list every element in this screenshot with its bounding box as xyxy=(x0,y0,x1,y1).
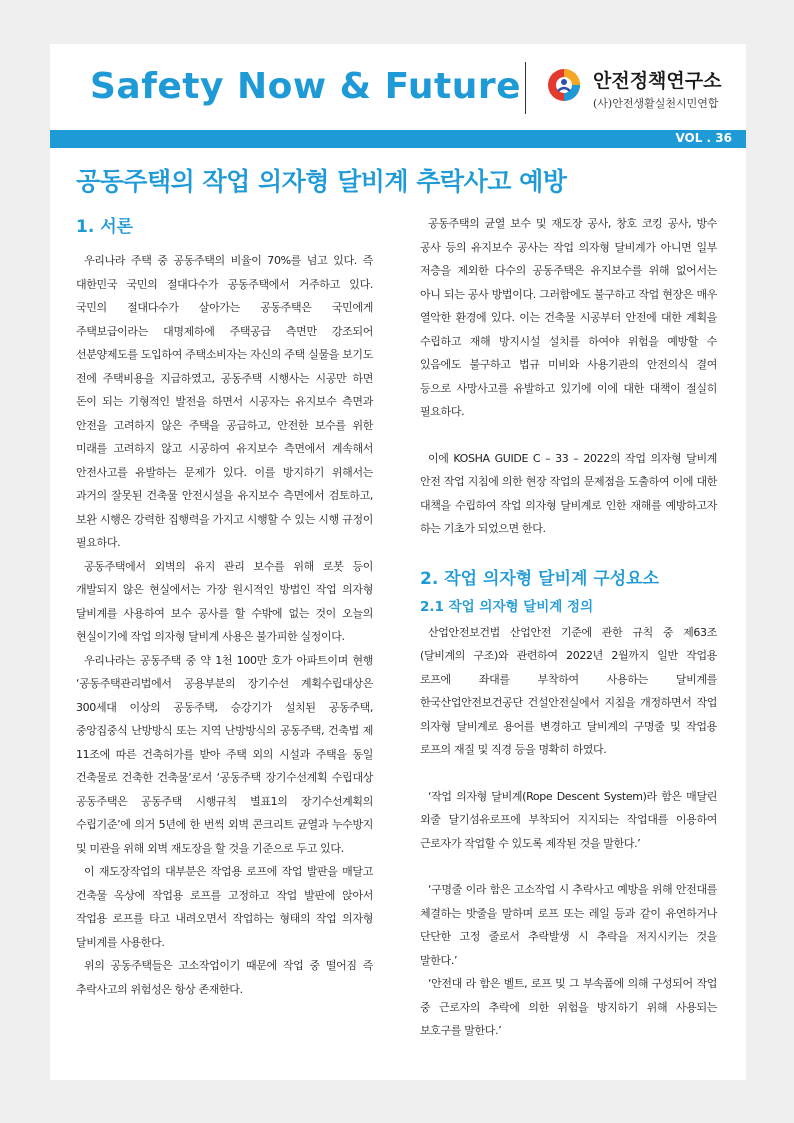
paragraph: 이 재도장작업의 대부분은 작업용 로프에 작업 발판을 매달고 건축물 옥상에 작업용 로프를 고정하고 작업 발판에 앉아서 작업용 로프를 타고 내려오면서 작업하는 형태의 작업 의자형 달비계를 사용한다. xyxy=(76,865,373,949)
right-column xyxy=(420,212,717,1043)
paragraph: 공동주택에서 외벽의 유지 관리 보수를 위해 로봇 등이 개발되지 않은 현실에서는 가장 원시적인 방법인 작업 의자형 달비계를 사용하여 보수 공사를 할 수밖에 없는 것이 오늘의 현실이기에 작업 의자형 달비계 사용은 불가피한 실정이다. xyxy=(76,559,373,643)
paragraph: 이에 KOSHA GUIDE C – 33 – 2022의 작업 의자형 달비계 안전 작업 지침에 의한 현장 작업의 문제점을 도출하여 이에 대한 대책을 수립하여 작업 의자형 달비계로 인한 재해를 예방하고자 하는 기초가 되었으면 한다. xyxy=(420,451,717,535)
volume-label: VOL . 36 xyxy=(675,131,732,145)
section2-1-heading: 2.1 작업 의자형 달비계 정의 xyxy=(420,598,594,615)
definition-paragraph: ‘안전대 라 함은 벨트, 로프 및 그 부속품에 의해 구성되어 작업 중 근로자의 추락에 의한 위험을 방지하기 위해 사용되는 보호구를 말한다.’ xyxy=(420,977,717,1037)
section1-heading: 1. 서론 xyxy=(76,217,134,237)
header-bar xyxy=(50,130,746,148)
left-column xyxy=(76,212,373,1001)
section2-heading: 2. 작업 의자형 달비계 구성요소 xyxy=(420,568,660,589)
paragraph: 우리나라 주택 중 공동주택의 비율이 70%를 넘고 있다. 즉 대한민국 국민의 절대다수가 공동주택에서 거주하고 있다. 국민의 절대다수가 살아가는 공동주택은 국민에게 주택보급이라는 대명제하에 주택공급 측면만 강조되어 선분양제도를 도입하여 주택소비자는 자신의 주택 실물을 보기도 전에 주택비용을 지급하였고, 공동주택 시행사는 시공만 하면 돈이 되는 기형적인 발전을 하면서 시공자는 유지보수 측면과 안전을 고려하지 않은 주택을 공급하고, 안전한 보수를 위한 미래를 고려하지 않고 시공하여 유지보수 측면에서 계속해서 안전사고를 유발하는 문제가 있다. 이를 방지하기 위해서는 과거의 잘못된 건축물 안전시설을 유지보수 측면에서 검토하고, 보완 시행은 강력한 집행력을 가지고 시행할 수 있는 시행 규정이 필요하다. xyxy=(76,254,373,549)
paragraph: 우리나라는 공동주택 중 약 1천 100만 호가 아파트이며 현행 ‘공동주택관리법에서 공용부분의 장기수선 계획수립대상은 300세대 이상의 공동주택, 승강기가 설치된 공동주택, 중앙집중식 난방방식 또는 지역 난방방식의 공동주택, 건축법 제 11조에 따른 건축허가를 받아 주택 외의 시설과 주택을 동일 건축물로 건축한 건축물’로서 ‘공동주택 장기수선계획 수립대상 공동주택은 공동주택 시행규칙 별표1의 장기수선계획의 수립기준’에 의거 5년에 한 번씩 외벽 콘크리트 균열과 누수방지 및 미관을 위해 외벽 재도장을 할 것을 기준으로 두고 있다. xyxy=(76,653,373,855)
article-title: 공동주택의 작업 의자형 달비계 추락사고 예방 xyxy=(76,167,567,196)
org-emblem-icon xyxy=(547,68,581,102)
brand-title: Safety Now & Future xyxy=(90,66,522,107)
org-subtitle: (사)안전생활실천시민연합 xyxy=(593,97,719,110)
org-name: 안전정책연구소 xyxy=(593,70,722,92)
header-divider xyxy=(525,62,526,114)
paragraph: 공동주택의 균열 보수 및 재도장 공사, 창호 코킹 공사, 방수 공사 등의 유지보수 공사는 작업 의자형 달비계가 아니면 일부 저층을 제외한 다수의 공동주택은 유지보수를 위해 없어서는 아니 되는 공사 방법이다. 그러함에도 불구하고 작업 현장은 매우 열악한 환경에 있다. 이는 건축물 시공부터 안전에 대한 계획을 수립하고 재해 방지시설 설치를 하여야 위험을 예방할 수 있음에도 불구하고 법규 미비와 사용기관의 안전의식 결여 등으로 사망사고를 유발하고 있기에 이에 대한 대책이 절실히 필요하다. xyxy=(420,217,717,418)
paragraph: 산업안전보건법 산업안전 기준에 관한 규칙 중 제63조(달비계의 구조)와 관련하여 2022년 2월까지 일반 작업용 로프에 좌대를 부착하여 사용하는 달비계를 한국산업안전보건공단 건설안전실에서 지침을 개정하면서 작업 의자형 달비계로 용어를 변경하고 달비계의 구명줄 및 작업용 로프의 재질 및 직경 등을 명확히 하였다. xyxy=(420,625,717,756)
definition-paragraph: ‘작업 의자형 달비계(Rope Descent System)라 함은 매달린 외줄 달기섬유로프에 부착되어 지지되는 작업대를 이용하여 근로자가 작업할 수 있도록 제작된 것을 말한다.’ xyxy=(420,789,717,850)
definition-paragraph: ‘구명줄 이라 함은 고소작업 시 추락사고 예방을 위해 안전대를 체결하는 밧줄을 말하며 로프 또는 레일 등과 같이 유연하거나 단단한 고정 줄로서 추락발생 시 추락을 저지시키는 것을 말한다.’ xyxy=(420,883,717,967)
masthead xyxy=(70,44,746,130)
paragraph: 위의 공동주택들은 고소작업이기 때문에 작업 중 떨어짐 즉 추락사고의 위험성은 항상 존재한다. xyxy=(76,959,373,996)
document-page xyxy=(50,44,746,1080)
